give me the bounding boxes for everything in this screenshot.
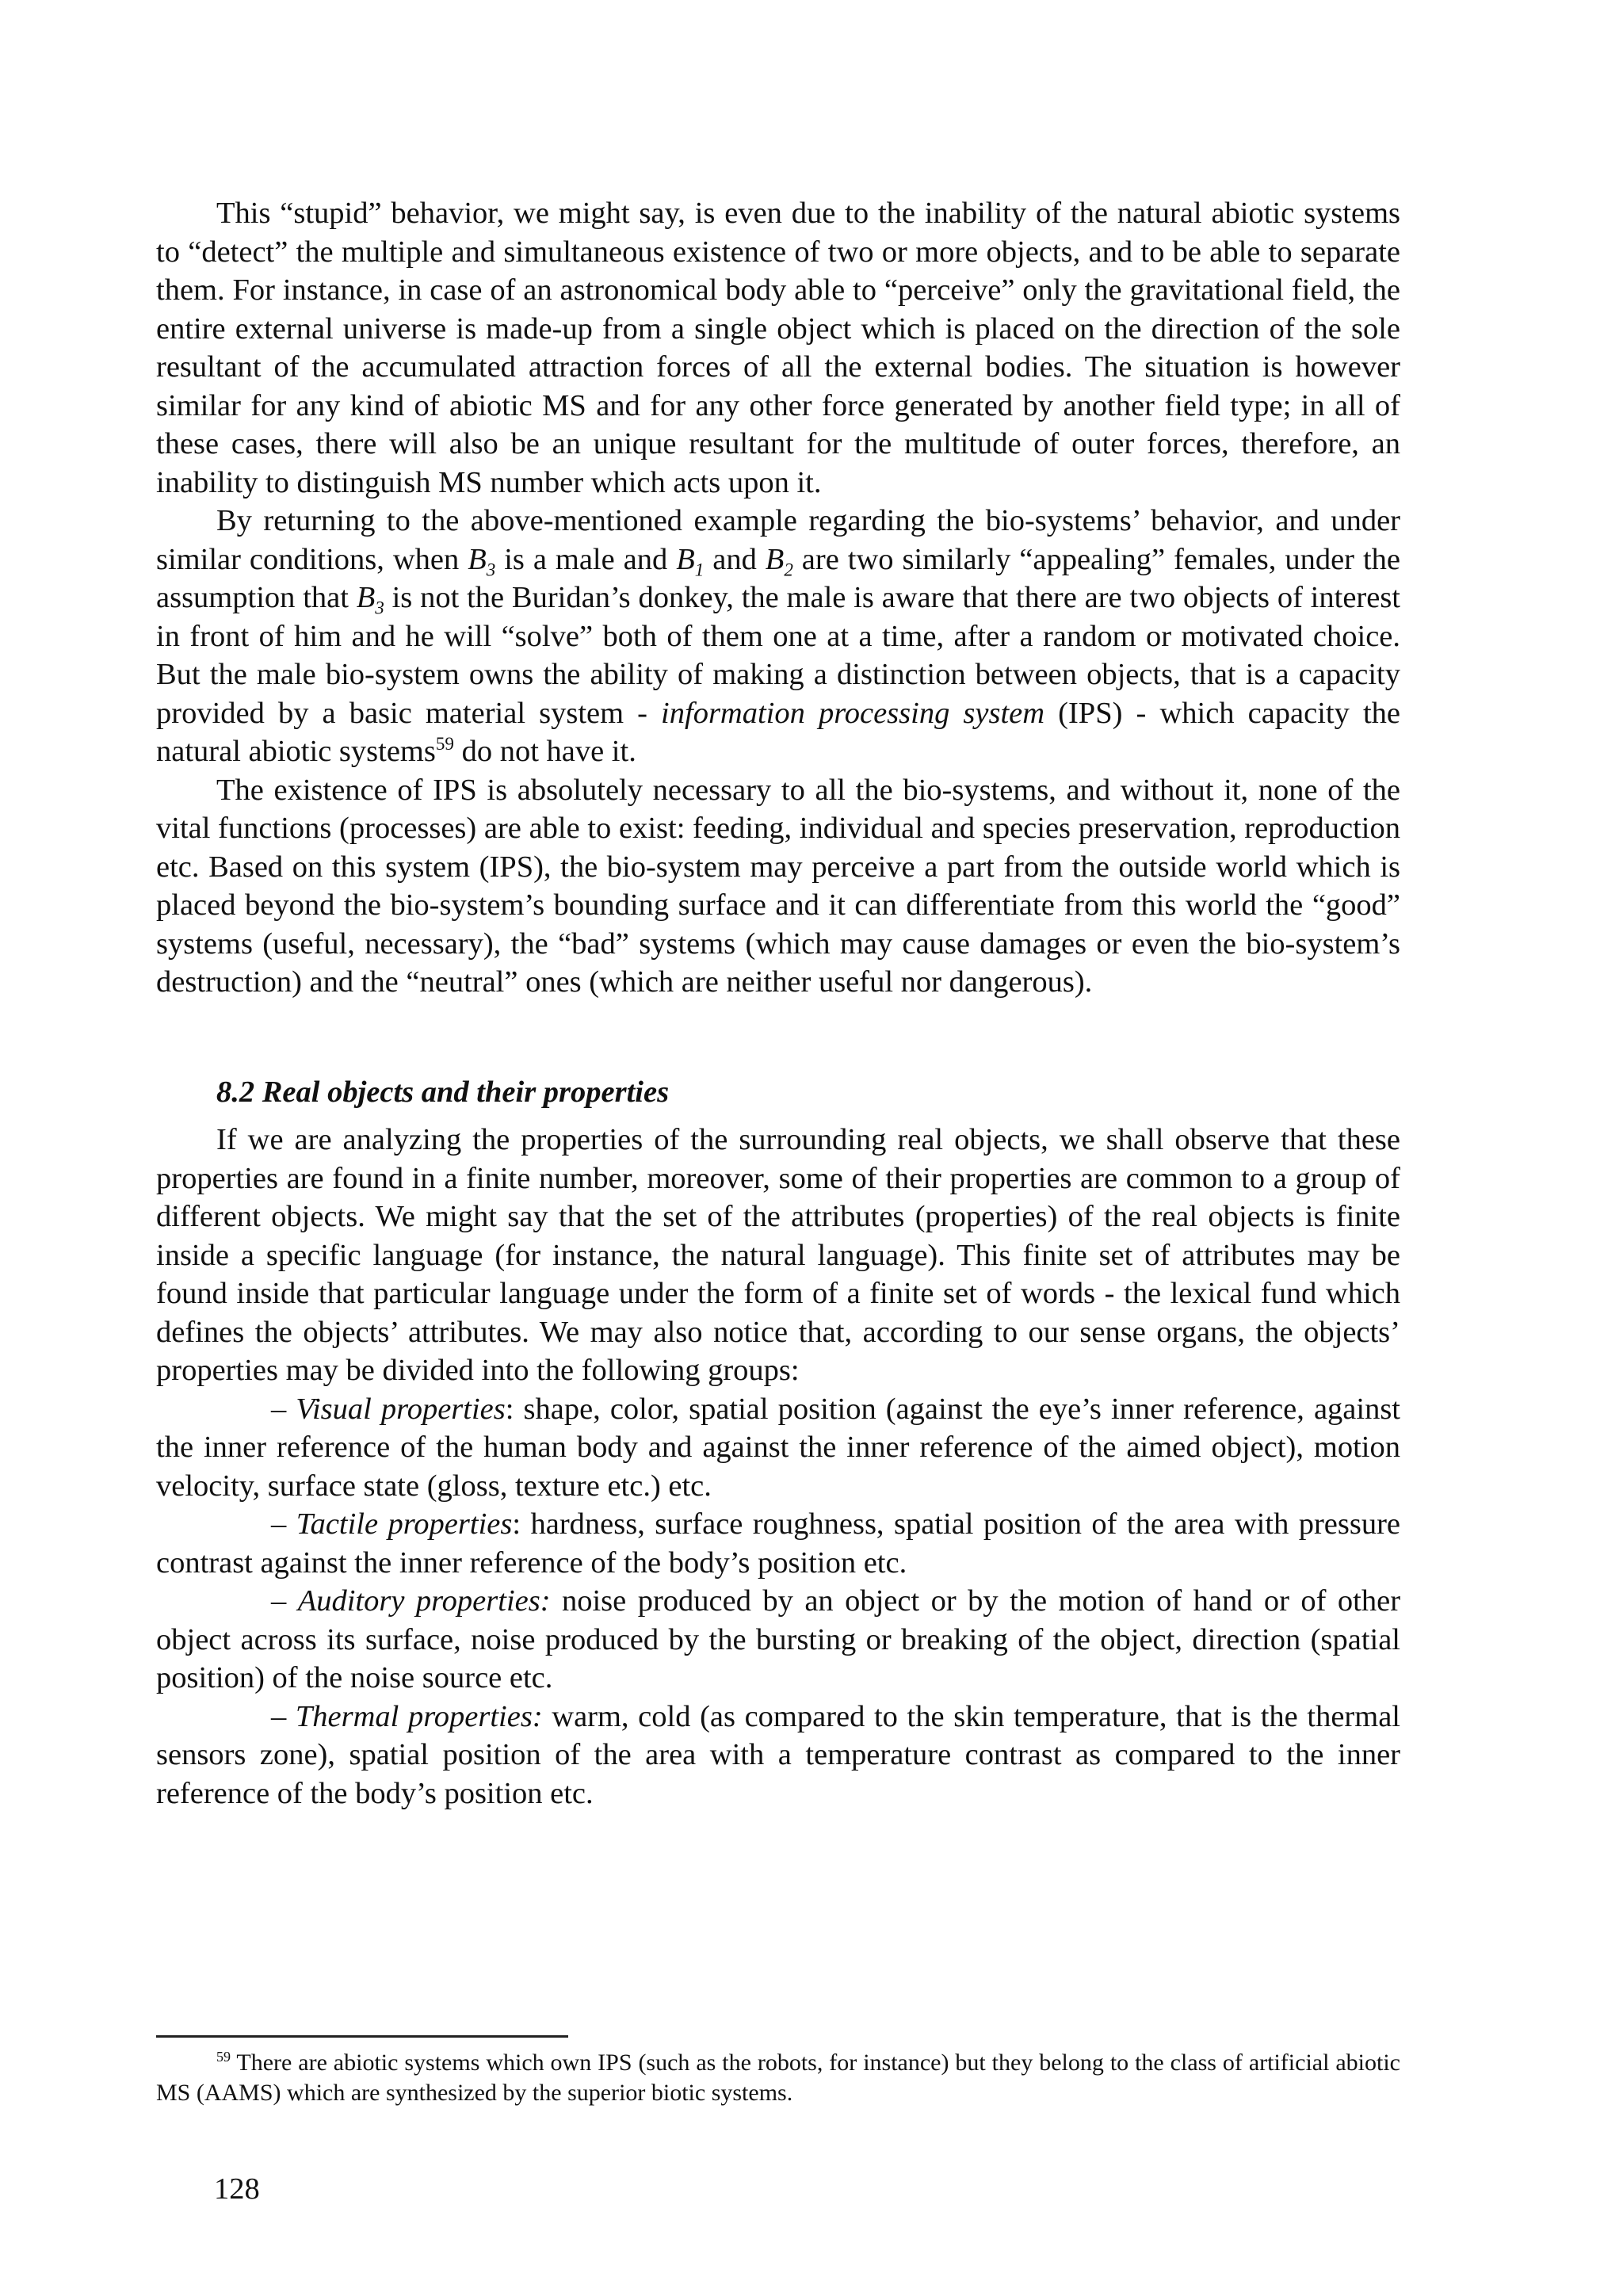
paragraph-stupid-behavior: This “stupid” behavior, we might say, is even due to the inability of the natural abiotic systems to “detect” the multiple and simultaneous existence of two or more objects, and to be able to separate them. For instance, in case of an astronomical body able to “perceive” only the gravitational field, the entire external universe is made-up from a single object which is placed on the direction of the sole resultant of the accumulated attraction forces of all the external bodies. The situation is however similar for any kind of abiotic MS and for any other force generated by another field type; in all of these cases, there will also be an unique resultant for the multitude of outer forces, therefore, an inability to distinguish MS number which acts upon it.: [156, 197, 1400, 499]
footnote-divider: [156, 2035, 568, 2038]
paragraph-ips-necessity: The existence of IPS is absolutely necessary to all the bio-systems, and without it, none of the vital functions (processes) are able to exist: feeding, individual and species preservation, reproduction etc. Based on this system (IPS), the bio-system may perceive a part from the outside world which is placed beyond the bio-system’s bounding surface and it can differentiate from this world the “good” systems (useful, necessary), the “bad” systems (which may cause damages or even the bio-system’s destruction) and the “neutral” ones (which are neither useful nor dangerous).: [156, 773, 1400, 999]
symbol-b3: $B_3$: [468, 542, 496, 580]
list-text: hardness, surface roughness, spatial position of the area with pressure contrast against the inner reference of the body’s position etc.: [156, 1507, 1401, 1580]
symbol-b2: $B_2$: [765, 542, 793, 580]
list-text: warm, cold (as compared to the skin temperature, that is the thermal sensors zone), spatial position of the area with a temperature contrast as compared to the inner reference of the body’s position etc.: [156, 1699, 1400, 1810]
list-text: shape, color, spatial position (against the eye’s inner reference, against the inner reference of the human body and against the inner reference of the aimed object), motion velocity, surface state (gloss, texture etc.) etc.: [156, 1392, 1401, 1503]
text-run: is not the Buridan’s donkey, the male is aware that there are two objects of interest in front of him and he will “solve” both of them one at a time, after a random or motivated choice. But the male bio-system owns the ability of making a distinction between objects, that is a capacity provided by a basic material system -: [156, 581, 1401, 730]
dash-bullet: –: [271, 1699, 287, 1733]
list-item-thermal: [156, 1698, 1400, 1813]
symbol-b3: $B_3$: [356, 581, 384, 618]
text-run: By returning to the above-mentioned example regarding the bio-systems’ behavior, and under similar conditions, when: [156, 504, 1400, 576]
footnote-text: There are abiotic systems which own IPS (such as the robots, for instance) but they belong to the class of artificial abiotic MS (AAMS) which are synthesized by the superior biotic systems.: [156, 2050, 1400, 2106]
text-run: (IPS) - which capacity the natural abiotic systems: [156, 696, 1400, 768]
list-term: Auditory properties:: [297, 1584, 551, 1618]
section-heading: 8.2 Real objects and their properties: [216, 1075, 670, 1109]
list-item-auditory: [156, 1582, 1400, 1698]
main-text: [156, 194, 1400, 1813]
dash-bullet: –: [271, 1584, 287, 1618]
symbol-b1: $B_1$: [676, 542, 705, 580]
text-run: do not have it.: [453, 735, 636, 768]
footnote-reference[interactable]: 59: [435, 733, 454, 755]
text-run: and: [704, 542, 766, 576]
text-run: is a male and: [495, 542, 677, 576]
list-item-tactile: – Tactile properties: hardness, surface roughness, spatial position of the area with pressure contrast against the inner reference of the body’s position etc.: [156, 1507, 1401, 1580]
list-term: Thermal properties:: [295, 1699, 543, 1733]
footnote: [156, 2048, 1400, 2108]
paragraph-bio-systems-behavior: [156, 502, 1400, 771]
term-ips: information processing system: [661, 696, 1045, 730]
list-item-visual: – Visual properties: shape, color, spatial position (against the eye’s inner reference, against the inner reference of the human body and against the inner reference of the aimed object), motion velocity, surface state (gloss, texture etc.) etc.: [156, 1392, 1401, 1503]
list-text: noise produced by an object or by the motion of hand or of other object across its surface, noise produced by the bursting or breaking of the object, direction (spatial position) of the noise source etc.: [156, 1584, 1401, 1694]
page-number: 128: [214, 2172, 260, 2206]
footnote-number: 59: [216, 2049, 231, 2065]
dash-bullet: –: [271, 1392, 287, 1426]
text-run: are two similarly “appealing” females, under the assumption that: [156, 542, 1400, 614]
list-term: Visual properties: [296, 1392, 506, 1426]
paragraph-real-objects: If we are analyzing the properties of the surrounding real objects, we shall observe that these properties are found in a finite number, moreover, some of their properties are common to a group of different objects. We might say that the set of the attributes (properties) of the real objects is finite inside a specific language (for instance, the natural language). This finite set of attributes may be found inside that particular language under the form of a finite set of words - the lexical fund which defines the objects’ attributes. We may also notice that, according to our sense organs, the objects’ properties may be divided into the following groups:: [156, 1123, 1400, 1387]
list-term: Tactile properties: [296, 1507, 513, 1541]
dash-bullet: –: [271, 1507, 287, 1541]
